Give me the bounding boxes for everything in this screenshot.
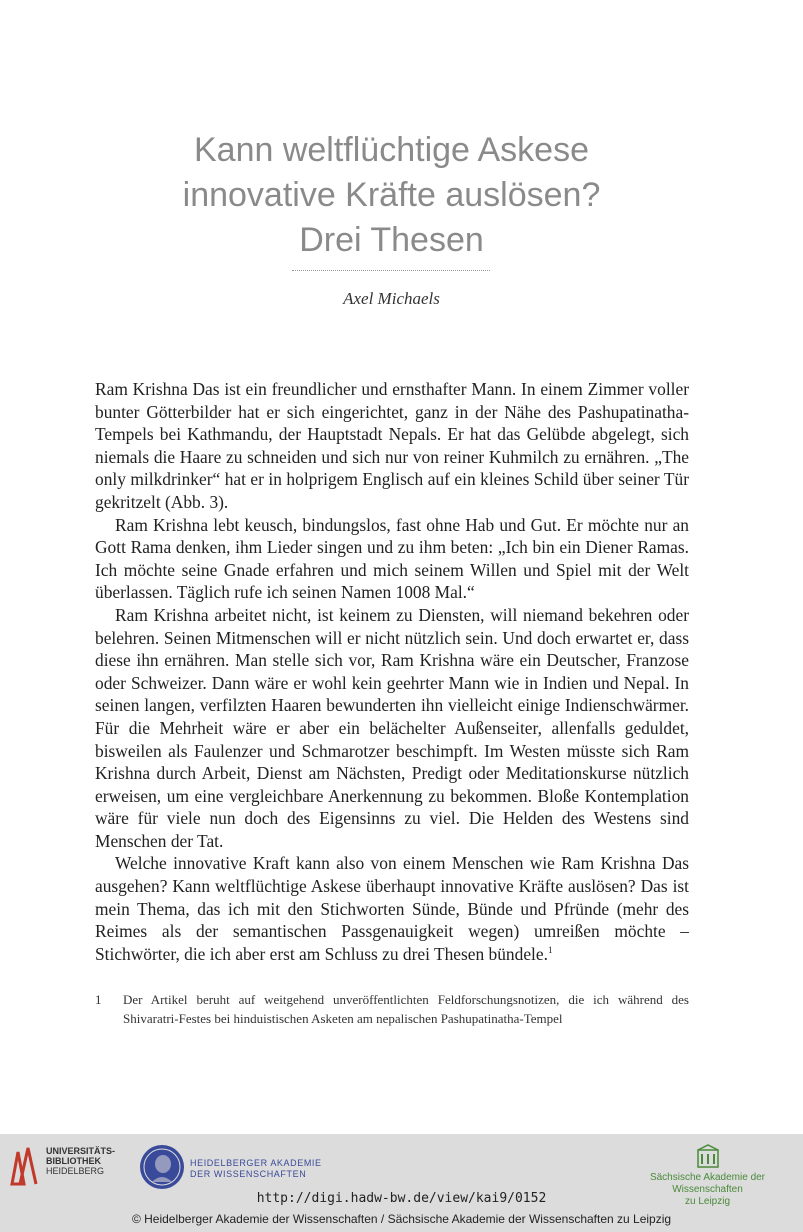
author-name: Axel Michaels: [343, 289, 440, 308]
ub-logo-line: BIBLIOTHEK: [46, 1156, 101, 1166]
ub-heidelberg-logo[interactable]: [8, 1144, 128, 1194]
paragraph: Ram Krishna Das ist ein freundlicher und ernsthafter Mann. In einem Zimmer voller bunter Götterbilder hat er sich eingerichtet, ganz in der Nähe des Pashupatinatha-Tempels bei Kathmandu, der Hauptstadt Nepals. Er hat das Gelübde abgelegt, sich niemals die Haare zu schneiden und sich nur von reiner Kuhmilch zu ernähren. „The only milkdrinker“ hat er in holprigem Englisch auf ein kleines Schild über seiner Tür gekritzelt (Abb. 3).: [95, 379, 689, 512]
copyright-notice: © Heidelberger Akademie der Wissenschaften / Sächsische Akademie der Wissenschaften zu Leipzig: [131, 1212, 672, 1226]
paragraph-text: Welche innovative Kraft kann also von einem Menschen wie Ram Krishna Das ausgehen? Kann weltflüchtige Askese überhaupt innovative Kräfte auslösen? Das ist mein Thema, das ich mit den Stichworten Sünde, Bünde und Pfründe (mehr des Reimes als der semantischen Passgenauigkeit wegen) umreißen möchte – Stichwörter, die ich aber erst am Schluss zu drei Thesen bündele.: [95, 853, 689, 964]
ub-logo-line: HEIDELBERG: [46, 1166, 105, 1176]
hadw-logo[interactable]: [138, 1142, 338, 1196]
ub-logo-icon: [8, 1144, 40, 1188]
chapter-title: [100, 128, 683, 263]
footnote-number: 1: [95, 992, 102, 1007]
footnote-text: Der Artikel beruht auf weitgehend unveröffentlichten Feldforschungsnotizen, die ich während des Shivaratri-Festes bei hinduistischen Asketen am nepalischen Pashupatinatha-Tempel: [123, 992, 689, 1026]
body-text: [95, 378, 689, 965]
hadw-logo-line: DER WISSENSCHAFTEN: [190, 1169, 307, 1179]
title-line-2: innovative Kräfte auslösen?: [182, 176, 601, 214]
ub-logo-line: UNIVERSITÄTS-: [46, 1146, 116, 1156]
title-line-3: Drei Thesen: [299, 221, 484, 259]
paragraph-last: [95, 852, 689, 965]
footnote: [95, 990, 689, 1028]
footnote-reference[interactable]: 1: [547, 945, 553, 956]
saw-logo-line: zu Leipzig: [684, 1196, 731, 1207]
title-line-1: Kann weltflüchtige Askese: [193, 131, 590, 169]
title-divider: [292, 270, 490, 271]
hadw-seal-icon: [138, 1142, 186, 1192]
saw-building-icon: [697, 1144, 719, 1168]
paragraph: Ram Krishna lebt keusch, bindungslos, fast ohne Hab und Gut. Er möchte nur an Gott Rama denken, ihm Lieder singen und zu ihm beten: „Ich bin ein Diener Ramas. Ich möchte seine Gnade erfahren und mich seinem Willen und Spiel mit der Welt überlassen. Täglich rufe ich seinen Namen 1008 Mal.“: [95, 514, 689, 603]
saw-logo-line: Sächsische Akademie der Wissenschaften: [649, 1172, 766, 1195]
hadw-logo-line: HEIDELBERGER AKADEMIE: [190, 1158, 322, 1168]
permalink-url[interactable]: http://digi.hadw-bw.de/view/kai9/0152: [256, 1191, 547, 1206]
paragraph: Ram Krishna arbeitet nicht, ist keinem zu Diensten, will niemand bekehren oder belehren. Seinen Mitmenschen will er nicht nützlich sein. Und doch erwartet er, dass diese ihn ernähren. Man stelle sich vor, Ram Krishna wäre ein Deutscher, Franzose oder Schweizer. Dann wäre er wohl kein geehrter Mann wie in Indien und Nepal. In seinen langen, verfilzten Haaren bewunderten ihn vielleicht einige Indienschwärmer. Für die Mehrheit wäre er aber ein belächelter Außenseiter, allenfalls geduldet, bisweilen als Faulenzer und Schmarotzer beschimpft. Im Westen müsste sich Ram Krishna durch Arbeit, Dienst am Nächsten, Predigt oder Meditationskurse nützlich erweisen, um eine vergleichbare Anerkennung zu bekommen. Bloße Kontemplation wäre für viele nun doch des Eigensinns zu viel. Die Helden des Westens sind Menschen der Tat.: [95, 604, 689, 851]
